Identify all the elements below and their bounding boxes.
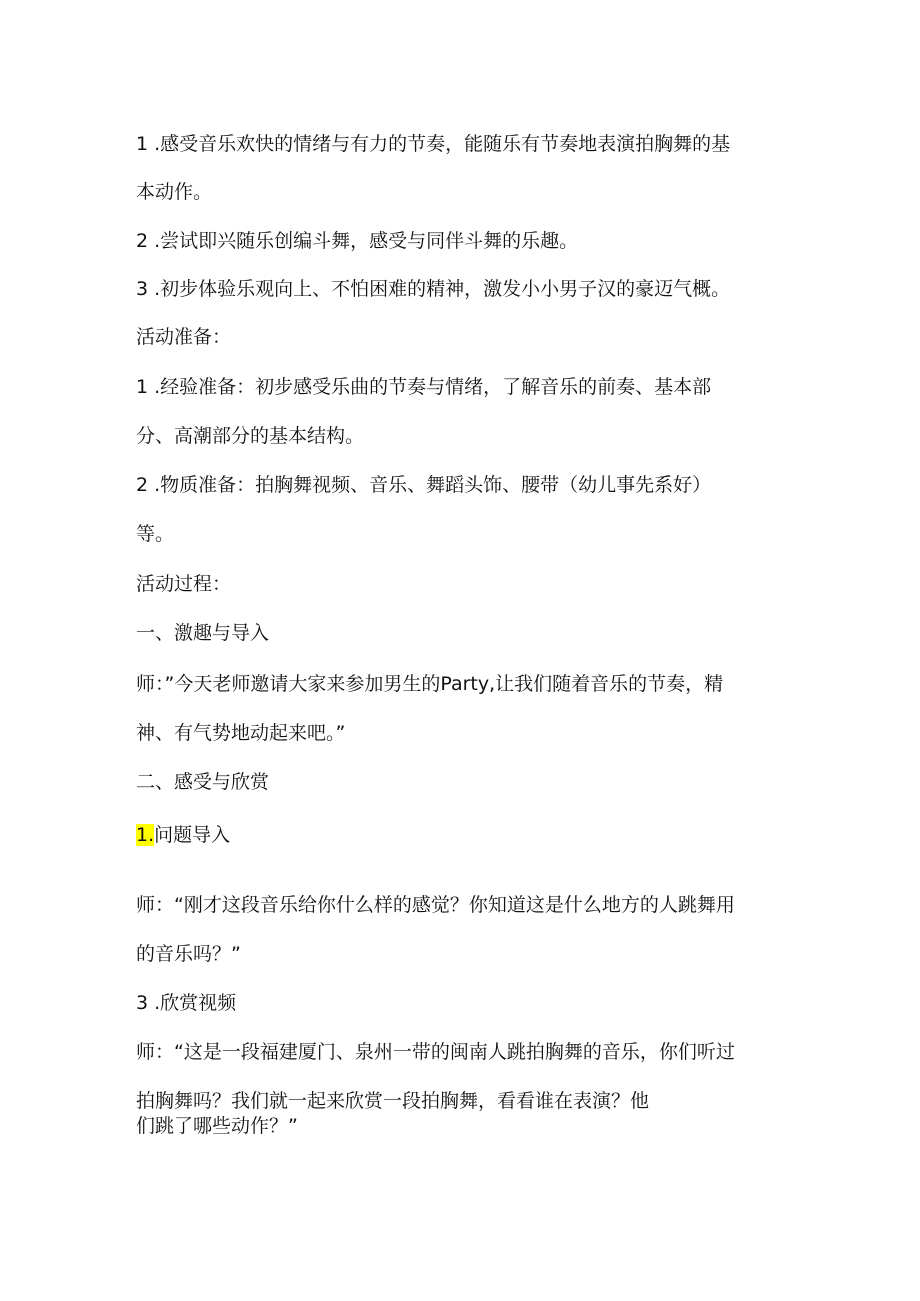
goal-1-text: .感受音乐欢快的情绪与有力的节奏，能随乐有节奏地表演拍胸舞的基 — [148, 133, 731, 155]
prep-heading: 活动准备： — [136, 326, 232, 348]
goal-1-line-1 — [136, 132, 730, 156]
goal-2-number: 2 — [136, 230, 149, 252]
prep-2-line-2: 等。 — [136, 523, 175, 545]
prep-1-number: 1 — [136, 376, 149, 398]
goal-1-number: 1 — [136, 133, 149, 155]
section-2-quote-2-line-1: 师：“这是一段福建厦门、泉州一带的闽南人跳拍胸舞的音乐，你们听过 — [136, 1041, 735, 1063]
prep-2-text: .物质准备：拍胸舞视频、音乐、舞蹈头饰、腰带（幼儿事先系好） — [148, 474, 712, 496]
highlighted-item-number: 1. — [136, 824, 155, 846]
section-2-item-3-number: 3 — [136, 992, 149, 1014]
section-2-item-1 — [136, 823, 230, 847]
prep-2-number: 2 — [136, 474, 149, 496]
section-1-title: 一、激趣与导入 — [136, 622, 270, 644]
section-1-quote-line-2: 神、有气势地动起来吧。” — [136, 722, 346, 744]
section-2-item-3-text: .欣赏视频 — [148, 992, 237, 1014]
section-2-quote-2-line-2: 拍胸舞吗？我们就一起来欣赏一段拍胸舞，看看谁在表演？他 — [136, 1090, 650, 1112]
goal-3-text: .初步体验乐观向上、不怕困难的精神，激发小小男子汉的豪迈气概。 — [148, 278, 731, 300]
prep-1-line-1 — [136, 375, 711, 399]
goal-2 — [136, 229, 578, 253]
goal-1-line-2: 本动作。 — [136, 181, 213, 203]
section-2-title: 二、感受与欣赏 — [136, 771, 270, 793]
section-2-quote-1-line-1: 师：“刚才这段音乐给你什么样的感觉？你知道这是什么地方的人跳舞用 — [136, 894, 735, 916]
goal-3 — [136, 277, 730, 301]
section-2-quote-1-line-2: 的音乐吗？” — [136, 943, 241, 965]
prep-2-line-1 — [136, 473, 711, 497]
section-1-quote-line-1: 师：”今天老师邀请大家来参加男生的Party,让我们随着音乐的节奏，精 — [136, 673, 724, 695]
section-2-item-1-text: 问题导入 — [154, 824, 231, 846]
goal-3-number: 3 — [136, 278, 149, 300]
section-2-quote-2-line-3: 们跳了哪些动作？” — [136, 1115, 298, 1137]
section-2-item-3 — [136, 991, 236, 1015]
goal-2-text: .尝试即兴随乐创编斗舞，感受与同伴斗舞的乐趣。 — [148, 230, 579, 252]
prep-1-text: .经验准备：初步感受乐曲的节奏与情绪，了解音乐的前奏、基本部 — [148, 376, 712, 398]
prep-1-line-2: 分、高潮部分的基本结构。 — [136, 425, 365, 447]
process-heading: 活动过程： — [136, 573, 232, 595]
